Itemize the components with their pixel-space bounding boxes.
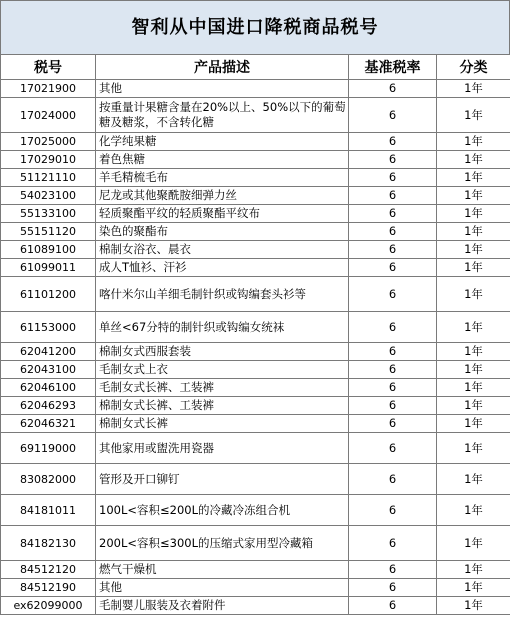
description-cell: 化学纯果糖 [96,133,349,151]
base-rate-cell: 6 [349,205,437,223]
category-cell: 1年 [437,561,510,579]
base-rate-cell: 6 [349,223,437,241]
description-cell: 毛制女式上衣 [96,361,349,379]
tariff-code-cell: 17025000 [1,133,96,151]
description-cell: 管形及开口铆钉 [96,464,349,495]
description-cell: 喀什米尔山羊细毛制针织或钩编套头衫等 [96,277,349,312]
table-row [1,169,510,187]
category-cell: 1年 [437,464,510,495]
description-cell: 棉制女式长裤、工装裤 [96,397,349,415]
description-cell: 棉制女式长裤 [96,415,349,433]
tariff-code-cell: 84181011 [1,495,96,526]
tariff-code-cell: ex62099000 [1,597,96,615]
tariff-code-cell: 84512120 [1,561,96,579]
description-cell: 其他 [96,80,349,98]
base-rate-cell: 6 [349,597,437,615]
header-row [1,55,510,80]
category-cell: 1年 [437,133,510,151]
category-cell: 1年 [437,312,510,343]
description-cell: 着色焦糖 [96,151,349,169]
base-rate-cell: 6 [349,379,437,397]
category-cell: 1年 [437,205,510,223]
base-rate-cell: 6 [349,169,437,187]
description-cell: 棉制女式西服套装 [96,343,349,361]
table-title: 智利从中国进口降税商品税号 [0,0,510,54]
base-rate-cell: 6 [349,80,437,98]
base-rate-cell: 6 [349,415,437,433]
description-cell: 成人T恤衫、汗衫 [96,259,349,277]
table-row [1,415,510,433]
base-rate-cell: 6 [349,397,437,415]
table-row [1,361,510,379]
tariff-code-cell: 17024000 [1,98,96,133]
tariff-code-cell: 84512190 [1,579,96,597]
base-rate-cell: 6 [349,312,437,343]
table-row [1,379,510,397]
tariff-code-cell: 84182130 [1,526,96,561]
category-cell: 1年 [437,579,510,597]
category-cell: 1年 [437,151,510,169]
tariff-code-cell: 62043100 [1,361,96,379]
tariff-table [0,54,510,615]
tariff-code-cell: 61089100 [1,241,96,259]
tariff-code-cell: 62046293 [1,397,96,415]
tariff-code-cell: 61153000 [1,312,96,343]
description-cell: 棉制女浴衣、晨衣 [96,241,349,259]
description-cell: 燃气干燥机 [96,561,349,579]
table-row [1,579,510,597]
category-cell: 1年 [437,80,510,98]
table-row [1,433,510,464]
description-cell: 轻质聚酯平纹的轻质聚酯平纹布 [96,205,349,223]
base-rate-cell: 6 [349,241,437,259]
tariff-code-cell: 51121110 [1,169,96,187]
tariff-code-cell: 61099011 [1,259,96,277]
header-category: 分类 [437,55,510,80]
category-cell: 1年 [437,415,510,433]
table-body [1,80,510,615]
base-rate-cell: 6 [349,361,437,379]
category-cell: 1年 [437,495,510,526]
table-row [1,495,510,526]
category-cell: 1年 [437,241,510,259]
category-cell: 1年 [437,98,510,133]
description-cell: 其他 [96,579,349,597]
table-row [1,241,510,259]
description-cell: 毛制女式长裤、工装裤 [96,379,349,397]
tariff-code-cell: 54023100 [1,187,96,205]
description-cell: 尼龙或其他聚酰胺细弹力丝 [96,187,349,205]
description-cell: 毛制婴儿服装及衣着附件 [96,597,349,615]
description-cell: 按重量计果糖含量在20%以上、50%以下的葡萄糖及糖浆，不含转化糖 [96,98,349,133]
base-rate-cell: 6 [349,433,437,464]
tariff-code-cell: 62046321 [1,415,96,433]
base-rate-cell: 6 [349,561,437,579]
base-rate-cell: 6 [349,495,437,526]
table-row [1,98,510,133]
table-row [1,80,510,98]
description-cell: 单丝<67分特的制针织或钩编女统袜 [96,312,349,343]
description-cell: 染色的聚酯布 [96,223,349,241]
header-base-rate: 基准税率 [349,55,437,80]
category-cell: 1年 [437,526,510,561]
tariff-code-cell: 83082000 [1,464,96,495]
base-rate-cell: 6 [349,187,437,205]
category-cell: 1年 [437,379,510,397]
table-row [1,526,510,561]
category-cell: 1年 [437,343,510,361]
tariff-code-cell: 55151120 [1,223,96,241]
table-row [1,223,510,241]
category-cell: 1年 [437,397,510,415]
tariff-code-cell: 55133100 [1,205,96,223]
category-cell: 1年 [437,259,510,277]
tariff-code-cell: 17021900 [1,80,96,98]
table-row [1,151,510,169]
table-row [1,133,510,151]
tariff-code-cell: 62046100 [1,379,96,397]
base-rate-cell: 6 [349,98,437,133]
base-rate-cell: 6 [349,151,437,169]
description-cell: 其他家用或盥洗用瓷器 [96,433,349,464]
base-rate-cell: 6 [349,464,437,495]
category-cell: 1年 [437,597,510,615]
header-description: 产品描述 [96,55,349,80]
table-row [1,561,510,579]
tariff-code-cell: 17029010 [1,151,96,169]
base-rate-cell: 6 [349,277,437,312]
base-rate-cell: 6 [349,526,437,561]
category-cell: 1年 [437,187,510,205]
table-row [1,312,510,343]
header-code: 税号 [1,55,96,80]
category-cell: 1年 [437,433,510,464]
table-row [1,277,510,312]
description-cell: 100L<容积≤200L的冷藏冷冻组合机 [96,495,349,526]
tariff-code-cell: 62041200 [1,343,96,361]
base-rate-cell: 6 [349,343,437,361]
base-rate-cell: 6 [349,259,437,277]
table-row [1,343,510,361]
base-rate-cell: 6 [349,133,437,151]
description-cell: 200L<容积≤300L的压缩式家用型冷藏箱 [96,526,349,561]
base-rate-cell: 6 [349,579,437,597]
table-row [1,187,510,205]
table-row [1,259,510,277]
category-cell: 1年 [437,361,510,379]
tariff-code-cell: 61101200 [1,277,96,312]
category-cell: 1年 [437,223,510,241]
table-row [1,597,510,615]
category-cell: 1年 [437,277,510,312]
table-row [1,464,510,495]
tariff-code-cell: 69119000 [1,433,96,464]
category-cell: 1年 [437,169,510,187]
table-row [1,205,510,223]
table-row [1,397,510,415]
description-cell: 羊毛精梳毛布 [96,169,349,187]
